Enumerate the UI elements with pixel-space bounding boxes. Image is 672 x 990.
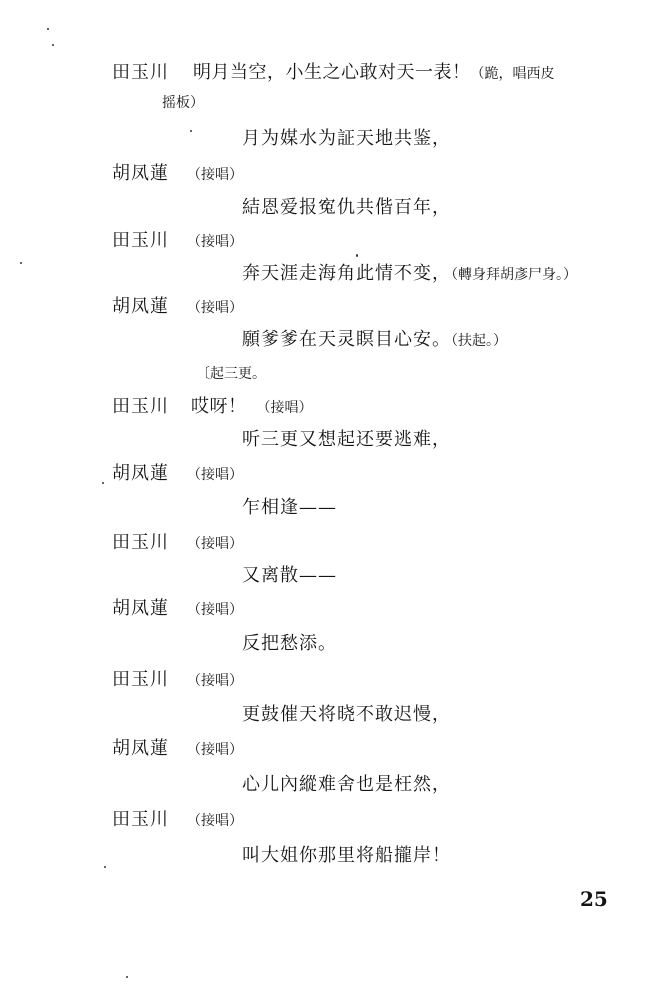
speaker-name: 田玉川 [112, 230, 169, 251]
verse-line: 更鼓催天将晓不敢迟慢， [242, 704, 451, 725]
dialogue-line [112, 295, 243, 320]
verse-line [242, 262, 577, 287]
stage-direction: （接唱） [187, 602, 243, 618]
dialogue-line [112, 668, 243, 693]
scan-speck [102, 482, 104, 484]
verse-line: 叫大姐你那里将船攏岸！ [242, 845, 451, 866]
verse-text: 奔天涯走海角此情不变， [242, 263, 451, 284]
verse-line: 結恩爱报寃仇共偕百年， [242, 197, 451, 218]
speaker-name: 胡凤蓮 [112, 598, 169, 619]
dialogue-line [112, 597, 243, 622]
dialogue-line [112, 462, 243, 487]
scan-speck [126, 976, 128, 978]
dialogue-line [112, 229, 243, 254]
verse-text: 願爹爹在天灵瞑目心安。 [242, 329, 451, 350]
speaker-name: 田玉川 [112, 62, 169, 83]
speaker-name: 田玉川 [112, 809, 169, 830]
dialogue-line [112, 162, 243, 187]
speaker-name: 胡凤蓮 [112, 163, 169, 184]
dialogue-line [112, 737, 243, 762]
dialogue-line [112, 61, 555, 86]
verse-line: 反把愁添。 [242, 633, 337, 654]
speaker-name: 胡凤蓮 [112, 296, 169, 317]
speaker-name: 田玉川 [112, 669, 169, 690]
stage-direction: （接唱） [187, 742, 243, 758]
stage-direction: （轉身拜胡彥尸身。） [451, 267, 577, 283]
stage-direction: （接唱） [187, 234, 243, 250]
stage-direction: （扶起。） [451, 333, 507, 349]
stage-direction: （接唱） [187, 536, 243, 552]
stage-direction: （接唱） [256, 400, 313, 416]
stage-direction: （接唱） [187, 167, 243, 183]
verse-line: 又离散—— [242, 565, 337, 586]
stage-direction: （跪，唱西皮 [470, 66, 555, 82]
verse-line: 乍相逢—— [242, 497, 337, 518]
dialogue-text: 明月当空，小生之心敢对天一表！ [193, 62, 471, 83]
verse-line: 心儿內縱难舍也是枉然， [242, 774, 451, 795]
stage-direction: （接唱） [187, 467, 243, 483]
stage-direction: 〔起三更。 [196, 366, 266, 382]
stage-direction: （接唱） [187, 813, 243, 829]
scan-speck [104, 866, 106, 868]
dialogue-line [112, 808, 243, 833]
dialogue-text: 哎呀！ [191, 396, 247, 417]
scan-speck [47, 28, 49, 30]
stage-direction-continuation: 摇板） [162, 95, 204, 111]
stage-direction: （接唱） [187, 300, 243, 316]
page-number: 25 [580, 887, 608, 911]
stage-direction: （接唱） [187, 673, 243, 689]
speaker-name: 胡凤蓮 [112, 738, 169, 759]
scan-speck [52, 44, 54, 46]
speaker-name: 田玉川 [112, 532, 169, 553]
speaker-name: 胡凤蓮 [112, 463, 169, 484]
verse-line [242, 328, 507, 353]
verse-line: 月为媒水为証天地共鉴， [242, 128, 451, 149]
scan-speck [356, 254, 358, 257]
dialogue-line [112, 395, 313, 420]
dialogue-line [112, 531, 243, 556]
scan-speck [190, 130, 192, 132]
speaker-name: 田玉川 [112, 396, 169, 417]
scan-speck [20, 262, 22, 264]
verse-line: 听三更又想起还要逃难， [242, 429, 451, 450]
